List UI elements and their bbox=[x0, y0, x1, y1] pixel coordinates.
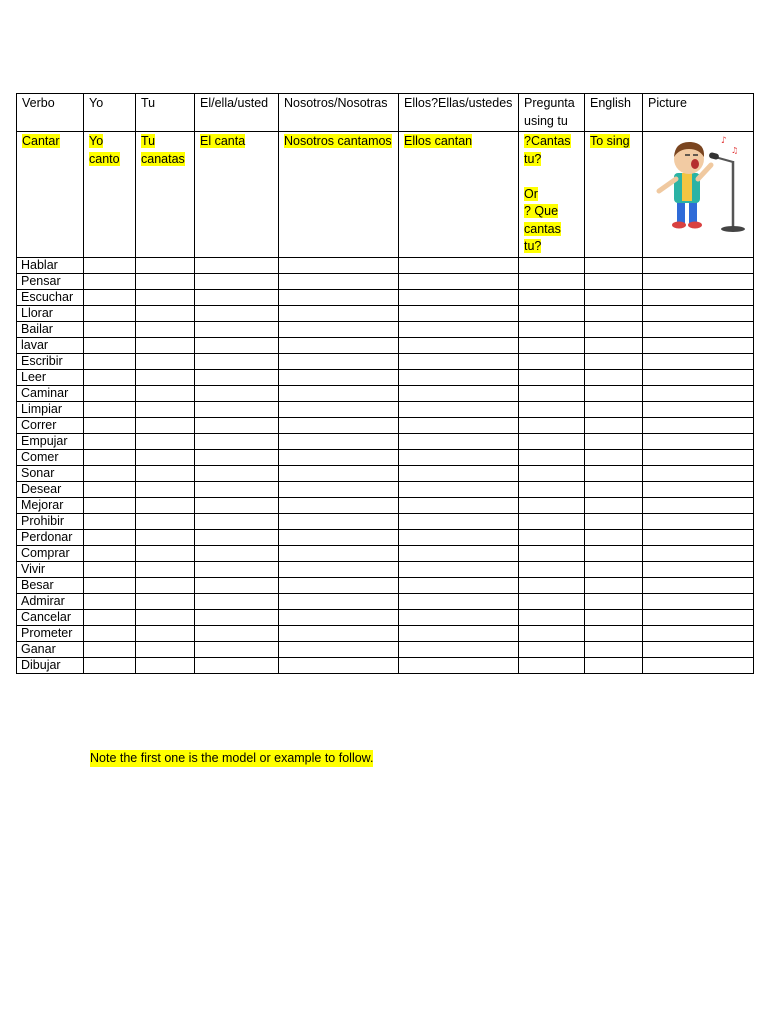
blank-answer-cell[interactable] bbox=[399, 657, 519, 673]
blank-answer-cell[interactable] bbox=[84, 305, 136, 321]
blank-answer-cell[interactable] bbox=[399, 641, 519, 657]
blank-answer-cell[interactable] bbox=[136, 465, 195, 481]
blank-answer-cell[interactable] bbox=[643, 465, 754, 481]
blank-answer-cell[interactable] bbox=[279, 417, 399, 433]
blank-answer-cell[interactable] bbox=[519, 337, 585, 353]
blank-answer-cell[interactable] bbox=[84, 337, 136, 353]
blank-answer-cell[interactable] bbox=[195, 481, 279, 497]
blank-answer-cell[interactable] bbox=[399, 577, 519, 593]
blank-answer-cell[interactable] bbox=[136, 337, 195, 353]
blank-answer-cell[interactable] bbox=[519, 545, 585, 561]
verb-cell: Ganar bbox=[17, 641, 84, 657]
verb-cell: Perdonar bbox=[17, 529, 84, 545]
blank-answer-cell[interactable] bbox=[399, 529, 519, 545]
blank-answer-cell[interactable] bbox=[643, 289, 754, 305]
blank-answer-cell[interactable] bbox=[279, 625, 399, 641]
blank-answer-cell[interactable] bbox=[399, 305, 519, 321]
verb-row bbox=[17, 593, 754, 609]
verb-row bbox=[17, 481, 754, 497]
blank-answer-cell[interactable] bbox=[399, 385, 519, 401]
blank-answer-cell[interactable] bbox=[279, 401, 399, 417]
blank-answer-cell[interactable] bbox=[279, 305, 399, 321]
blank-answer-cell[interactable] bbox=[643, 593, 754, 609]
blank-answer-cell[interactable] bbox=[519, 657, 585, 673]
blank-answer-cell[interactable] bbox=[195, 497, 279, 513]
verb-row bbox=[17, 321, 754, 337]
blank-answer-cell[interactable] bbox=[195, 257, 279, 273]
blank-answer-cell[interactable] bbox=[279, 369, 399, 385]
blank-answer-cell[interactable] bbox=[399, 449, 519, 465]
blank-answer-cell[interactable] bbox=[585, 641, 643, 657]
blank-answer-cell[interactable] bbox=[643, 369, 754, 385]
verb-cell: Besar bbox=[17, 577, 84, 593]
blank-answer-cell[interactable] bbox=[136, 257, 195, 273]
header-cell-nosotros: Nosotros/Nosotras bbox=[279, 94, 399, 132]
blank-answer-cell[interactable] bbox=[279, 545, 399, 561]
verb-cell: Escuchar bbox=[17, 289, 84, 305]
blank-answer-cell[interactable] bbox=[585, 497, 643, 513]
blank-answer-cell[interactable] bbox=[84, 545, 136, 561]
blank-answer-cell[interactable] bbox=[399, 401, 519, 417]
blank-answer-cell[interactable] bbox=[195, 401, 279, 417]
blank-answer-cell[interactable] bbox=[84, 625, 136, 641]
model-english: To sing bbox=[590, 134, 630, 148]
blank-answer-cell[interactable] bbox=[399, 369, 519, 385]
blank-answer-cell[interactable] bbox=[136, 369, 195, 385]
verb-row bbox=[17, 417, 754, 433]
blank-answer-cell[interactable] bbox=[519, 385, 585, 401]
blank-answer-cell[interactable] bbox=[195, 385, 279, 401]
blank-answer-cell[interactable] bbox=[136, 305, 195, 321]
verb-cell: Hablar bbox=[17, 257, 84, 273]
blank-answer-cell[interactable] bbox=[519, 481, 585, 497]
blank-answer-cell[interactable] bbox=[136, 561, 195, 577]
singing-boy-icon bbox=[649, 131, 749, 235]
blank-answer-cell[interactable] bbox=[643, 417, 754, 433]
verb-cell: Empujar bbox=[17, 433, 84, 449]
blank-answer-cell[interactable] bbox=[519, 401, 585, 417]
verb-row bbox=[17, 641, 754, 657]
header-cell-picture: Picture bbox=[643, 94, 754, 132]
verb-row bbox=[17, 273, 754, 289]
blank-answer-cell[interactable] bbox=[643, 545, 754, 561]
header-row bbox=[17, 94, 754, 132]
blank-answer-cell[interactable] bbox=[519, 449, 585, 465]
blank-answer-cell[interactable] bbox=[136, 625, 195, 641]
blank-answer-cell[interactable] bbox=[643, 305, 754, 321]
blank-answer-cell[interactable] bbox=[585, 609, 643, 625]
blank-answer-cell[interactable] bbox=[519, 321, 585, 337]
blank-answer-cell[interactable] bbox=[585, 529, 643, 545]
blank-answer-cell[interactable] bbox=[195, 289, 279, 305]
blank-answer-cell[interactable] bbox=[585, 577, 643, 593]
header-cell-pregunta: Pregunta using tu bbox=[519, 94, 585, 132]
model-verb: Cantar bbox=[22, 134, 60, 148]
blank-answer-cell[interactable] bbox=[643, 625, 754, 641]
verb-cell: Cancelar bbox=[17, 609, 84, 625]
blank-answer-cell[interactable] bbox=[84, 465, 136, 481]
blank-answer-cell[interactable] bbox=[585, 257, 643, 273]
model-tu-cell bbox=[136, 132, 195, 258]
svg-text:♪: ♪ bbox=[721, 136, 727, 146]
blank-answer-cell[interactable] bbox=[136, 657, 195, 673]
blank-answer-cell[interactable] bbox=[519, 273, 585, 289]
blank-answer-cell[interactable] bbox=[519, 497, 585, 513]
blank-answer-cell[interactable] bbox=[279, 593, 399, 609]
header-cell-verbo: Verbo bbox=[17, 94, 84, 132]
blank-answer-cell[interactable] bbox=[84, 529, 136, 545]
verb-row bbox=[17, 289, 754, 305]
verb-cell: lavar bbox=[17, 337, 84, 353]
blank-answer-cell[interactable] bbox=[136, 353, 195, 369]
blank-answer-cell[interactable] bbox=[399, 593, 519, 609]
blank-answer-cell[interactable] bbox=[399, 625, 519, 641]
blank-answer-cell[interactable] bbox=[519, 433, 585, 449]
blank-answer-cell[interactable] bbox=[279, 321, 399, 337]
blank-answer-cell[interactable] bbox=[585, 561, 643, 577]
blank-answer-cell[interactable] bbox=[195, 417, 279, 433]
verb-row bbox=[17, 433, 754, 449]
blank-answer-cell[interactable] bbox=[643, 273, 754, 289]
blank-answer-cell[interactable] bbox=[399, 257, 519, 273]
blank-answer-cell[interactable] bbox=[399, 497, 519, 513]
blank-answer-cell[interactable] bbox=[585, 401, 643, 417]
blank-answer-cell[interactable] bbox=[84, 657, 136, 673]
blank-answer-cell[interactable] bbox=[136, 289, 195, 305]
blank-answer-cell[interactable] bbox=[195, 369, 279, 385]
header-cell-el: El/ella/usted bbox=[195, 94, 279, 132]
verb-row bbox=[17, 305, 754, 321]
blank-answer-cell[interactable] bbox=[84, 577, 136, 593]
blank-answer-cell[interactable] bbox=[136, 593, 195, 609]
blank-answer-cell[interactable] bbox=[136, 545, 195, 561]
blank-answer-cell[interactable] bbox=[279, 337, 399, 353]
blank-answer-cell[interactable] bbox=[195, 321, 279, 337]
blank-answer-cell[interactable] bbox=[195, 465, 279, 481]
verb-row bbox=[17, 657, 754, 673]
blank-answer-cell[interactable] bbox=[279, 609, 399, 625]
verb-cell: Prohibir bbox=[17, 513, 84, 529]
blank-answer-cell[interactable] bbox=[399, 273, 519, 289]
blank-answer-cell[interactable] bbox=[279, 449, 399, 465]
model-el-cell bbox=[195, 132, 279, 258]
blank-answer-cell[interactable] bbox=[399, 337, 519, 353]
blank-answer-cell[interactable] bbox=[585, 625, 643, 641]
blank-answer-cell[interactable] bbox=[195, 513, 279, 529]
blank-answer-cell[interactable] bbox=[279, 465, 399, 481]
verb-cell: Caminar bbox=[17, 385, 84, 401]
blank-answer-cell[interactable] bbox=[585, 593, 643, 609]
verb-row bbox=[17, 385, 754, 401]
blank-answer-cell[interactable] bbox=[519, 289, 585, 305]
model-ellos: Ellos cantan bbox=[404, 134, 473, 148]
blank-answer-cell[interactable] bbox=[195, 609, 279, 625]
blank-answer-cell[interactable] bbox=[585, 385, 643, 401]
model-pregunta: ?Cantas tu? Or ? Que cantas tu? bbox=[524, 134, 571, 253]
blank-answer-cell[interactable] bbox=[84, 609, 136, 625]
blank-answer-cell[interactable] bbox=[399, 561, 519, 577]
blank-answer-cell[interactable] bbox=[279, 433, 399, 449]
blank-answer-cell[interactable] bbox=[195, 305, 279, 321]
blank-answer-cell[interactable] bbox=[643, 449, 754, 465]
blank-answer-cell[interactable] bbox=[279, 577, 399, 593]
blank-answer-cell[interactable] bbox=[519, 417, 585, 433]
blank-answer-cell[interactable] bbox=[84, 385, 136, 401]
blank-answer-cell[interactable] bbox=[136, 529, 195, 545]
blank-answer-cell[interactable] bbox=[279, 657, 399, 673]
model-tu: Tu canatas bbox=[141, 134, 185, 166]
blank-answer-cell[interactable] bbox=[399, 609, 519, 625]
verb-row bbox=[17, 577, 754, 593]
model-ellos-cell bbox=[399, 132, 519, 258]
verb-cell: Dibujar bbox=[17, 657, 84, 673]
verb-cell: Pensar bbox=[17, 273, 84, 289]
blank-answer-cell[interactable] bbox=[643, 353, 754, 369]
blank-answer-cell[interactable] bbox=[643, 257, 754, 273]
verb-cell: Desear bbox=[17, 481, 84, 497]
blank-answer-cell[interactable] bbox=[643, 337, 754, 353]
blank-answer-cell[interactable] bbox=[585, 321, 643, 337]
blank-answer-cell[interactable] bbox=[643, 561, 754, 577]
blank-answer-cell[interactable] bbox=[136, 449, 195, 465]
blank-answer-cell[interactable] bbox=[84, 273, 136, 289]
model-yo-cell bbox=[84, 132, 136, 258]
blank-answer-cell[interactable] bbox=[399, 481, 519, 497]
blank-answer-cell[interactable] bbox=[279, 513, 399, 529]
model-nosotros-cell bbox=[279, 132, 399, 258]
blank-answer-cell[interactable] bbox=[399, 289, 519, 305]
blank-answer-cell[interactable] bbox=[136, 481, 195, 497]
blank-answer-cell[interactable] bbox=[519, 305, 585, 321]
blank-answer-cell[interactable] bbox=[399, 353, 519, 369]
verb-cell: Vivir bbox=[17, 561, 84, 577]
blank-answer-cell[interactable] bbox=[585, 513, 643, 529]
blank-answer-cell[interactable] bbox=[519, 465, 585, 481]
blank-answer-cell[interactable] bbox=[643, 385, 754, 401]
blank-answer-cell[interactable] bbox=[195, 657, 279, 673]
verb-row bbox=[17, 609, 754, 625]
blank-answer-cell[interactable] bbox=[399, 433, 519, 449]
blank-answer-cell[interactable] bbox=[643, 321, 754, 337]
blank-answer-cell[interactable] bbox=[279, 497, 399, 513]
header-cell-ellos: Ellos?Ellas/ustedes bbox=[399, 94, 519, 132]
blank-answer-cell[interactable] bbox=[195, 273, 279, 289]
blank-answer-cell[interactable] bbox=[136, 513, 195, 529]
blank-answer-cell[interactable] bbox=[195, 337, 279, 353]
blank-answer-cell[interactable] bbox=[195, 577, 279, 593]
verb-cell: Leer bbox=[17, 369, 84, 385]
verb-row bbox=[17, 545, 754, 561]
blank-answer-cell[interactable] bbox=[585, 289, 643, 305]
blank-answer-cell[interactable] bbox=[585, 481, 643, 497]
blank-answer-cell[interactable] bbox=[195, 593, 279, 609]
header-cell-tu: Tu bbox=[136, 94, 195, 132]
model-picture-cell bbox=[643, 132, 754, 258]
model-row bbox=[17, 132, 754, 258]
verb-cell: Prometer bbox=[17, 625, 84, 641]
blank-answer-cell[interactable] bbox=[195, 449, 279, 465]
blank-answer-cell[interactable] bbox=[519, 625, 585, 641]
blank-answer-cell[interactable] bbox=[279, 385, 399, 401]
blank-answer-cell[interactable] bbox=[195, 545, 279, 561]
verb-cell: Comer bbox=[17, 449, 84, 465]
blank-answer-cell[interactable] bbox=[585, 433, 643, 449]
blank-answer-cell[interactable] bbox=[279, 529, 399, 545]
verb-row bbox=[17, 353, 754, 369]
blank-answer-cell[interactable] bbox=[643, 641, 754, 657]
verb-cell: Llorar bbox=[17, 305, 84, 321]
blank-answer-cell[interactable] bbox=[136, 641, 195, 657]
verb-row bbox=[17, 465, 754, 481]
blank-answer-cell[interactable] bbox=[585, 657, 643, 673]
blank-answer-cell[interactable] bbox=[136, 385, 195, 401]
verb-row bbox=[17, 449, 754, 465]
blank-answer-cell[interactable] bbox=[279, 481, 399, 497]
blank-answer-cell[interactable] bbox=[519, 369, 585, 385]
blank-answer-cell[interactable] bbox=[279, 641, 399, 657]
model-verb-cell bbox=[17, 132, 84, 258]
blank-answer-cell[interactable] bbox=[519, 513, 585, 529]
blank-answer-cell[interactable] bbox=[399, 545, 519, 561]
blank-answer-cell[interactable] bbox=[519, 641, 585, 657]
blank-answer-cell[interactable] bbox=[519, 353, 585, 369]
verb-row bbox=[17, 369, 754, 385]
verb-row bbox=[17, 497, 754, 513]
blank-answer-cell[interactable] bbox=[84, 593, 136, 609]
blank-answer-cell[interactable] bbox=[136, 401, 195, 417]
blank-answer-cell[interactable] bbox=[643, 529, 754, 545]
blank-answer-cell[interactable] bbox=[585, 369, 643, 385]
blank-answer-cell[interactable] bbox=[643, 657, 754, 673]
blank-answer-cell[interactable] bbox=[84, 417, 136, 433]
blank-answer-cell[interactable] bbox=[585, 417, 643, 433]
blank-answer-cell[interactable] bbox=[279, 273, 399, 289]
model-yo: Yo canto bbox=[89, 134, 120, 166]
blank-answer-cell[interactable] bbox=[519, 257, 585, 273]
verb-cell: Admirar bbox=[17, 593, 84, 609]
blank-answer-cell[interactable] bbox=[136, 433, 195, 449]
blank-answer-cell[interactable] bbox=[643, 513, 754, 529]
blank-answer-cell[interactable] bbox=[195, 353, 279, 369]
blank-answer-cell[interactable] bbox=[585, 465, 643, 481]
blank-answer-cell[interactable] bbox=[195, 625, 279, 641]
blank-answer-cell[interactable] bbox=[195, 529, 279, 545]
blank-answer-cell[interactable] bbox=[519, 561, 585, 577]
blank-answer-cell[interactable] bbox=[585, 545, 643, 561]
blank-answer-cell[interactable] bbox=[399, 417, 519, 433]
blank-answer-cell[interactable] bbox=[279, 257, 399, 273]
blank-answer-cell[interactable] bbox=[136, 273, 195, 289]
verb-row bbox=[17, 401, 754, 417]
blank-answer-cell[interactable] bbox=[399, 465, 519, 481]
verb-row bbox=[17, 561, 754, 577]
blank-answer-cell[interactable] bbox=[136, 321, 195, 337]
blank-answer-cell[interactable] bbox=[585, 449, 643, 465]
verb-row bbox=[17, 257, 754, 273]
header-cell-english: English bbox=[585, 94, 643, 132]
blank-answer-cell[interactable] bbox=[195, 433, 279, 449]
verb-cell: Correr bbox=[17, 417, 84, 433]
verb-cell: Escribir bbox=[17, 353, 84, 369]
model-nosotros: Nosotros cantamos bbox=[284, 134, 392, 148]
blank-answer-cell[interactable] bbox=[84, 369, 136, 385]
header-cell-yo: Yo bbox=[84, 94, 136, 132]
blank-answer-cell[interactable] bbox=[84, 321, 136, 337]
blank-answer-cell[interactable] bbox=[585, 273, 643, 289]
verb-row bbox=[17, 513, 754, 529]
blank-answer-cell[interactable] bbox=[84, 497, 136, 513]
blank-answer-cell[interactable] bbox=[519, 529, 585, 545]
blank-answer-cell[interactable] bbox=[279, 353, 399, 369]
blank-answer-cell[interactable] bbox=[84, 433, 136, 449]
blank-answer-cell[interactable] bbox=[136, 497, 195, 513]
model-el: El canta bbox=[200, 134, 246, 148]
blank-answer-cell[interactable] bbox=[84, 449, 136, 465]
verb-row bbox=[17, 529, 754, 545]
blank-answer-cell[interactable] bbox=[643, 433, 754, 449]
blank-answer-cell[interactable] bbox=[585, 337, 643, 353]
verb-row bbox=[17, 337, 754, 353]
blank-answer-cell[interactable] bbox=[585, 305, 643, 321]
blank-answer-cell[interactable] bbox=[643, 577, 754, 593]
verb-cell: Bailar bbox=[17, 321, 84, 337]
blank-answer-cell[interactable] bbox=[519, 609, 585, 625]
blank-answer-cell[interactable] bbox=[643, 609, 754, 625]
blank-answer-cell[interactable] bbox=[84, 289, 136, 305]
blank-answer-cell[interactable] bbox=[195, 561, 279, 577]
blank-answer-cell[interactable] bbox=[84, 401, 136, 417]
svg-text:♫: ♫ bbox=[731, 146, 739, 155]
blank-answer-cell[interactable] bbox=[84, 481, 136, 497]
verb-cell: Comprar bbox=[17, 545, 84, 561]
blank-answer-cell[interactable] bbox=[399, 321, 519, 337]
blank-answer-cell[interactable] bbox=[84, 353, 136, 369]
conjugation-table bbox=[16, 93, 754, 674]
blank-answer-cell[interactable] bbox=[399, 513, 519, 529]
blank-answer-cell[interactable] bbox=[279, 289, 399, 305]
blank-answer-cell[interactable] bbox=[84, 513, 136, 529]
verb-cell: Sonar bbox=[17, 465, 84, 481]
blank-answer-cell[interactable] bbox=[136, 609, 195, 625]
model-english-cell bbox=[585, 132, 643, 258]
blank-answer-cell[interactable] bbox=[84, 641, 136, 657]
blank-answer-cell[interactable] bbox=[643, 401, 754, 417]
blank-answer-cell[interactable] bbox=[519, 577, 585, 593]
blank-answer-cell[interactable] bbox=[84, 257, 136, 273]
blank-answer-cell[interactable] bbox=[136, 577, 195, 593]
model-pregunta-cell bbox=[519, 132, 585, 258]
blank-answer-cell[interactable] bbox=[585, 353, 643, 369]
blank-answer-cell[interactable] bbox=[279, 561, 399, 577]
blank-answer-cell[interactable] bbox=[519, 593, 585, 609]
blank-answer-cell[interactable] bbox=[195, 641, 279, 657]
blank-answer-cell[interactable] bbox=[643, 481, 754, 497]
blank-answer-cell[interactable] bbox=[643, 497, 754, 513]
note-text: Note the first one is the model or example to follow. bbox=[90, 751, 374, 765]
verb-cell: Limpiar bbox=[17, 401, 84, 417]
verb-row bbox=[17, 625, 754, 641]
verb-cell: Mejorar bbox=[17, 497, 84, 513]
blank-answer-cell[interactable] bbox=[136, 417, 195, 433]
blank-answer-cell[interactable] bbox=[84, 561, 136, 577]
